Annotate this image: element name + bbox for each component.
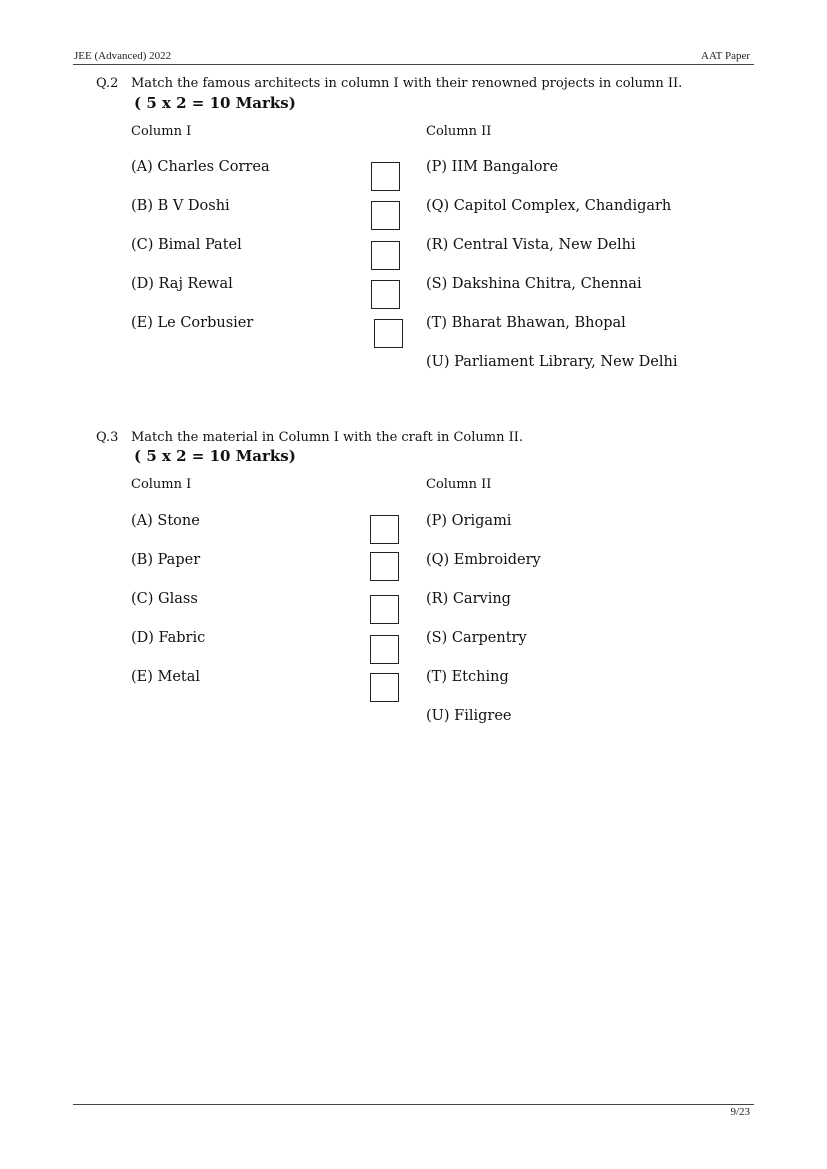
question-text: Match the material in Column I with the craft in Column II. bbox=[131, 430, 524, 445]
question-text: Match the famous architects in column I with their renowned projects in column II. bbox=[131, 76, 683, 91]
column-1-item: (D) Raj Rewal bbox=[131, 276, 233, 292]
column-1-item: (A) Stone bbox=[131, 513, 200, 529]
answer-box[interactable] bbox=[370, 635, 399, 664]
answer-box[interactable] bbox=[370, 595, 399, 624]
column-2-item: (S) Dakshina Chitra, Chennai bbox=[426, 276, 642, 292]
column-2-item: (R) Carving bbox=[426, 591, 511, 607]
column-2-item: (U) Filigree bbox=[426, 708, 512, 724]
column-2-heading: Column II bbox=[426, 477, 492, 492]
column-1-heading: Column I bbox=[131, 477, 192, 492]
column-2-item: (Q) Embroidery bbox=[426, 552, 541, 568]
answer-box[interactable] bbox=[371, 162, 400, 191]
column-2-item: (U) Parliament Library, New Delhi bbox=[426, 354, 678, 370]
column-2-item: (T) Etching bbox=[426, 669, 509, 685]
column-1-item: (E) Metal bbox=[131, 669, 201, 685]
column-1-item: (C) Bimal Patel bbox=[131, 237, 242, 253]
column-2-item: (Q) Capitol Complex, Chandigarh bbox=[426, 198, 672, 214]
answer-box[interactable] bbox=[371, 280, 400, 309]
footer-rule bbox=[73, 1104, 754, 1105]
column-2-item: (P) Origami bbox=[426, 513, 512, 529]
answer-box[interactable] bbox=[370, 552, 399, 581]
column-2-heading: Column II bbox=[426, 124, 492, 139]
answer-box[interactable] bbox=[370, 515, 399, 544]
question-marks: ( 5 x 2 = 10 Marks) bbox=[134, 447, 296, 465]
question-number: Q.2 bbox=[96, 76, 119, 91]
column-1-item: (B) Paper bbox=[131, 552, 201, 568]
page-number: 9/23 bbox=[730, 1106, 750, 1118]
column-1-item: (A) Charles Correa bbox=[131, 159, 270, 175]
column-2-item: (P) IIM Bangalore bbox=[426, 159, 559, 175]
column-2-item: (R) Central Vista, New Delhi bbox=[426, 237, 636, 253]
column-2-item: (S) Carpentry bbox=[426, 630, 527, 646]
answer-box[interactable] bbox=[370, 673, 399, 702]
column-1-item: (D) Fabric bbox=[131, 630, 206, 646]
header-exam-title: JEE (Advanced) 2022 bbox=[74, 50, 172, 62]
column-1-item: (C) Glass bbox=[131, 591, 198, 607]
answer-box[interactable] bbox=[371, 201, 400, 230]
header-paper-name: AAT Paper bbox=[701, 50, 750, 62]
answer-box[interactable] bbox=[374, 319, 403, 348]
column-1-item: (E) Le Corbusier bbox=[131, 315, 254, 331]
answer-box[interactable] bbox=[371, 241, 400, 270]
column-1-heading: Column I bbox=[131, 124, 192, 139]
header-rule bbox=[73, 64, 754, 65]
question-marks: ( 5 x 2 = 10 Marks) bbox=[134, 94, 296, 112]
column-2-item: (T) Bharat Bhawan, Bhopal bbox=[426, 315, 626, 331]
column-1-item: (B) B V Doshi bbox=[131, 198, 230, 214]
question-number: Q.3 bbox=[96, 430, 119, 445]
